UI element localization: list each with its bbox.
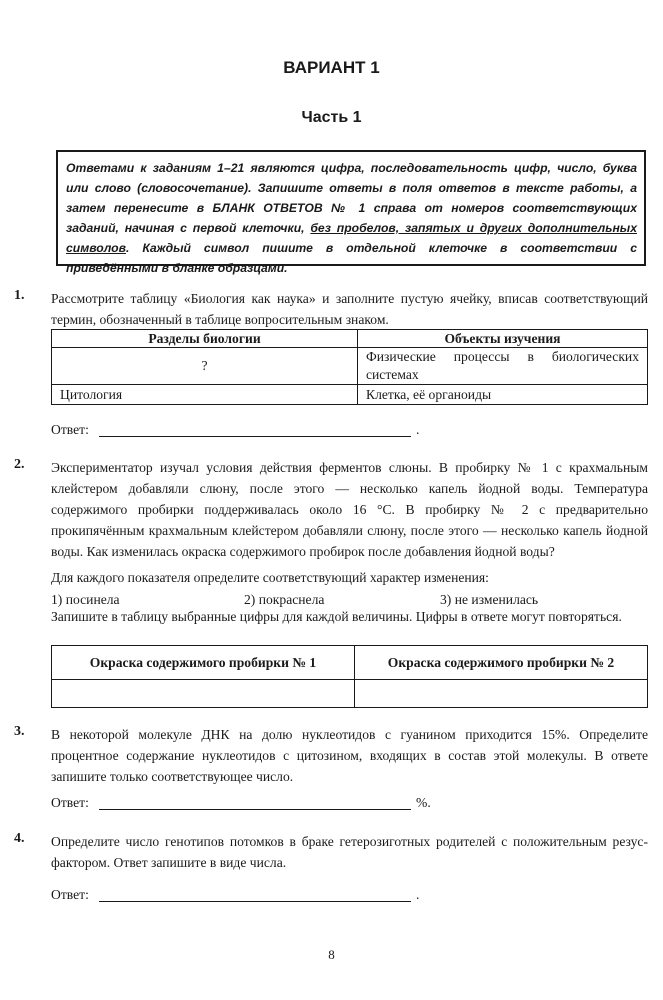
- table-header-cell: Разделы биологии: [52, 330, 358, 348]
- table-cell: Клетка, её органоиды: [358, 385, 648, 405]
- answer-label: Ответ:: [51, 795, 89, 810]
- task-2-prompt: Для каждого показателя определите соответствующий характер изменения:: [51, 570, 489, 585]
- instructions-underlined: без пробелов, запятых и других дополнительных символов: [66, 221, 637, 255]
- page-number: 8: [328, 947, 335, 962]
- answer-line[interactable]: [99, 809, 411, 810]
- table-header-cell: Объекты изучения: [358, 330, 648, 348]
- option-3: 3) не изменилась: [440, 592, 539, 607]
- task-1-table: [51, 329, 648, 405]
- table-row: [52, 348, 648, 385]
- task-1-number: 1.: [14, 288, 25, 303]
- answer-cell-2[interactable]: [355, 680, 648, 708]
- part-title: Часть 1: [301, 109, 362, 126]
- instructions-text: Ответами к заданиям 1–21 являются цифра, последовательность цифр, число, буква или слово (словосочетание). Запишите ответы в поля ответов в тексте работы, а затем перенесите в БЛАНК ОТВЕТОВ № 1 справа от номеров соответствующих заданий, начиная с первой клеточки,: [66, 161, 637, 235]
- task-2-instruction: Запишите в таблицу выбранные цифры для каждой величины. Цифры в ответе могут повторяться.: [51, 609, 622, 624]
- answer-label: Ответ:: [51, 422, 89, 437]
- answer-suffix: %.: [416, 795, 431, 810]
- answer-suffix: .: [416, 887, 420, 902]
- table-row: [52, 680, 648, 708]
- table-header-cell: Окраска содержимого пробирки № 2: [355, 646, 648, 680]
- instructions-box: [56, 150, 646, 275]
- variant-title: ВАРИАНТ 1: [283, 58, 380, 77]
- answer-label: Ответ:: [51, 887, 89, 902]
- table-cell: Цитология: [52, 385, 358, 405]
- answer-line[interactable]: [99, 436, 411, 437]
- task-2-answer-table: [51, 645, 648, 708]
- option-1: 1) посинела: [51, 592, 120, 607]
- table-header-row: [52, 646, 648, 680]
- task-1-text: Рассмотрите таблицу «Биология как наука» и заполните пустую ячейку, вписав соответствующий термин, обозначенный в таблице вопросительным знаком.: [51, 291, 648, 327]
- table-row: [52, 385, 648, 405]
- task-4-number: 4.: [14, 831, 25, 846]
- task-2-text: Экспериментатор изучал условия действия ферментов слюны. В пробирку № 1 с крахмальным клейстером добавляли слюну, после этого — несколько капель йодной воды. Температура содержимого пробирки поддерживалась около 16 °С. В пробирку № 2 с предварительно прокипячённым крахмальным клейстером добавляли слюну, после этого — несколько капель йодной воды. Как изменилась окраска содержимого пробирок после добавления йодной воды?: [51, 460, 648, 559]
- task-4-text: Определите число генотипов потомков в браке гетерозиготных родителей с положительным резус-фактором. Ответ запишите в виде числа.: [51, 834, 648, 870]
- table-header-row: [52, 330, 648, 348]
- instructions-text-end: . Каждый символ пишите в отдельной клеточке в соответствии с приведёнными в бланке образцами.: [66, 241, 637, 275]
- answer-line[interactable]: [99, 901, 411, 902]
- task-2-number: 2.: [14, 457, 25, 472]
- table-cell: Физические процессы в биологических системах: [358, 348, 648, 385]
- table-header-cell: Окраска содержимого пробирки № 1: [52, 646, 355, 680]
- option-2: 2) покраснела: [244, 592, 325, 607]
- answer-suffix: .: [416, 422, 420, 437]
- task-3-text: В некоторой молекуле ДНК на долю нуклеотидов с гуанином приходится 15%. Определите процентное содержание нуклеотидов с цитозином, входящих в состав этой молекулы. В ответе запишите только соответствующее число.: [51, 727, 648, 784]
- table-cell: ?: [52, 348, 358, 385]
- task-3-number: 3.: [14, 724, 25, 739]
- answer-cell-1[interactable]: [52, 680, 355, 708]
